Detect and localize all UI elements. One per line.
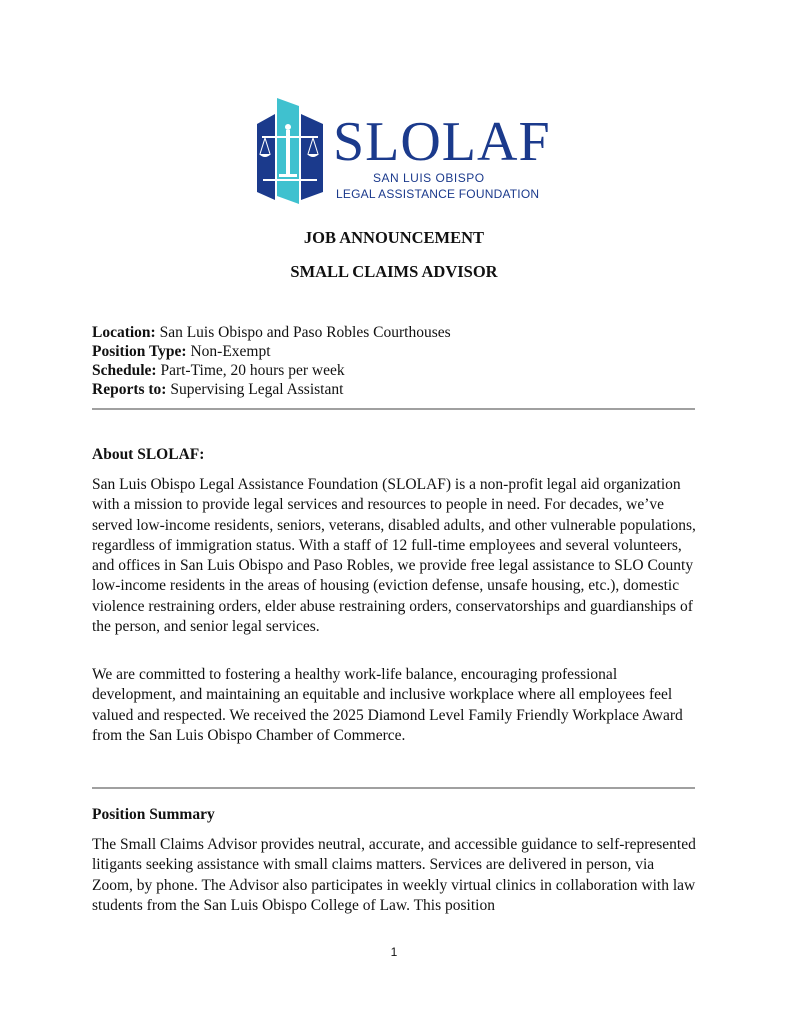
logo-wordmark: SLOLAF [333,111,551,173]
summary-paragraph: The Small Claims Advisor provides neutral, accurate, and accessible guidance to self-represented litigants seeking assistance with small claims matters. Services are delivered in person, via Zoom, by phone. The Advisor also participates in weekly virtual clinics in collaboration with law students from the San Luis Obispo College of Law. This position [92,836,696,914]
detail-label: Position Type: [92,343,187,360]
about-paragraph-2: We are committed to fostering a healthy work-life balance, encouraging professional development, and maintaining an equitable and inclusive workplace where all employees feel valued and respected. We received the 2025 Diamond Level Family Friendly Workplace Award from the San Luis Obispo Chamber of Commerce. [92,666,683,744]
summary-heading: Position Summary [92,806,215,823]
detail-label: Reports to: [92,381,167,398]
logo-subtitle-line2: LEGAL ASSISTANCE FOUNDATION [336,187,540,201]
job-title: SMALL CLAIMS ADVISOR [290,262,498,281]
detail-schedule [92,361,451,380]
detail-location [92,323,451,342]
detail-label: Location: [92,324,156,341]
about-heading: About SLOLAF: [92,446,205,463]
logo-subtitle-line1: SAN LUIS OBISPO [373,171,485,185]
detail-value: Part-Time, 20 hours per week [156,362,345,379]
detail-value: Non-Exempt [186,343,271,360]
document-title: JOB ANNOUNCEMENT [303,228,485,247]
detail-value: San Luis Obispo and Paso Robles Courthouses [155,324,451,341]
page-number: 1 [390,945,398,959]
detail-value: Supervising Legal Assistant [166,381,344,398]
slolaf-logo [255,96,551,206]
section-divider [92,408,695,410]
section-divider [92,787,695,789]
detail-reports-to [92,380,451,399]
detail-position-type [92,342,451,361]
about-paragraph-1: San Luis Obispo Legal Assistance Foundation (SLOLAF) is a non-profit legal aid organization with a mission to provide legal services and resources to people in need. For decades, we’ve served low-income residents, seniors, veterans, disabled adults, and other vulnerable populations, regardless of immigration status. With a staff of 12 full-time employees and several volunteers, and offices in San Luis Obispo and Paso Robles, we provide free legal assistance to SLO County low-income residents in the areas of housing (eviction defense, unsafe housing, etc.), domestic violence restraining orders, elder abuse restraining orders, conservatorships and guardianships of the person, and senior legal services. [92,476,696,636]
detail-label: Schedule: [92,362,157,379]
scales-of-justice-icon [255,96,325,206]
job-details [92,323,451,399]
